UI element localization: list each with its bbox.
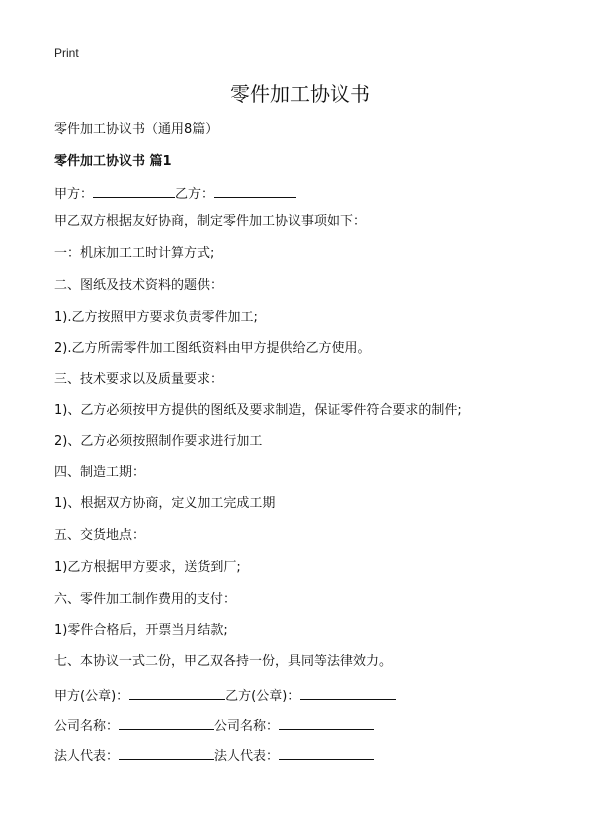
clause-line: 1)、根据双方协商，定义加工完成工期: [54, 496, 276, 511]
representative-line: [54, 746, 374, 765]
document-subtitle: 零件加工协议书（通用8篇）: [54, 122, 219, 137]
party-a-seal-blank: [129, 686, 225, 700]
party-a-rep-blank: [119, 746, 214, 760]
party-b-company-label: 公司名称：: [214, 719, 280, 734]
company-line: [54, 716, 374, 735]
party-a-label: 甲方：: [54, 187, 94, 202]
clause-line: 2)、乙方必须按照制作要求进行加工: [54, 434, 263, 449]
party-b-label: 乙方：: [175, 187, 215, 202]
clause-line: 2).乙方所需零件加工图纸资料由甲方提供给乙方使用。: [54, 341, 371, 356]
parties-line: [54, 184, 296, 203]
clause-line: 四、制造工期：: [54, 465, 146, 480]
clause-line: 七、本协议一式二份，甲乙双各持一份，具同等法律效力。: [54, 654, 393, 669]
clause-line: 1)、乙方必须按甲方提供的图纸及要求制造，保证零件符合要求的制件;: [54, 403, 462, 418]
party-b-seal-blank: [300, 686, 396, 700]
party-a-blank: [93, 184, 175, 198]
section-heading: 零件加工协议书 篇1: [54, 154, 172, 169]
clause-line: 五、交货地点：: [54, 528, 146, 543]
party-b-company-blank: [279, 716, 374, 730]
party-a-company-blank: [119, 716, 214, 730]
clause-line: 甲乙双方根据友好协商，制定零件加工协议事项如下：: [54, 214, 367, 229]
seal-line: [54, 686, 396, 705]
clause-line: 二、图纸及技术资料的题供：: [54, 278, 224, 293]
clause-line: 三、技术要求以及质量要求：: [54, 372, 224, 387]
party-b-blank: [214, 184, 296, 198]
party-b-rep-label: 法人代表：: [214, 749, 280, 764]
party-a-rep-label: 法人代表：: [54, 749, 120, 764]
clause-line: 六、零件加工制作费用的支付：: [54, 592, 237, 607]
party-b-seal-label: 乙方(公章)：: [225, 689, 301, 704]
clause-line: 1)乙方根据甲方要求，送货到厂;: [54, 560, 241, 575]
clause-line: 一：机床加工工时计算方式;: [54, 246, 215, 261]
clause-line: 1).乙方按照甲方要求负责零件加工;: [54, 310, 258, 325]
clause-line: 1)零件合格后，开票当月结款;: [54, 623, 228, 638]
print-link[interactable]: Print: [54, 46, 79, 60]
party-b-rep-blank: [279, 746, 374, 760]
document-title: 零件加工协议书: [230, 82, 370, 106]
party-a-company-label: 公司名称：: [54, 719, 120, 734]
party-a-seal-label: 甲方(公章)：: [54, 689, 130, 704]
